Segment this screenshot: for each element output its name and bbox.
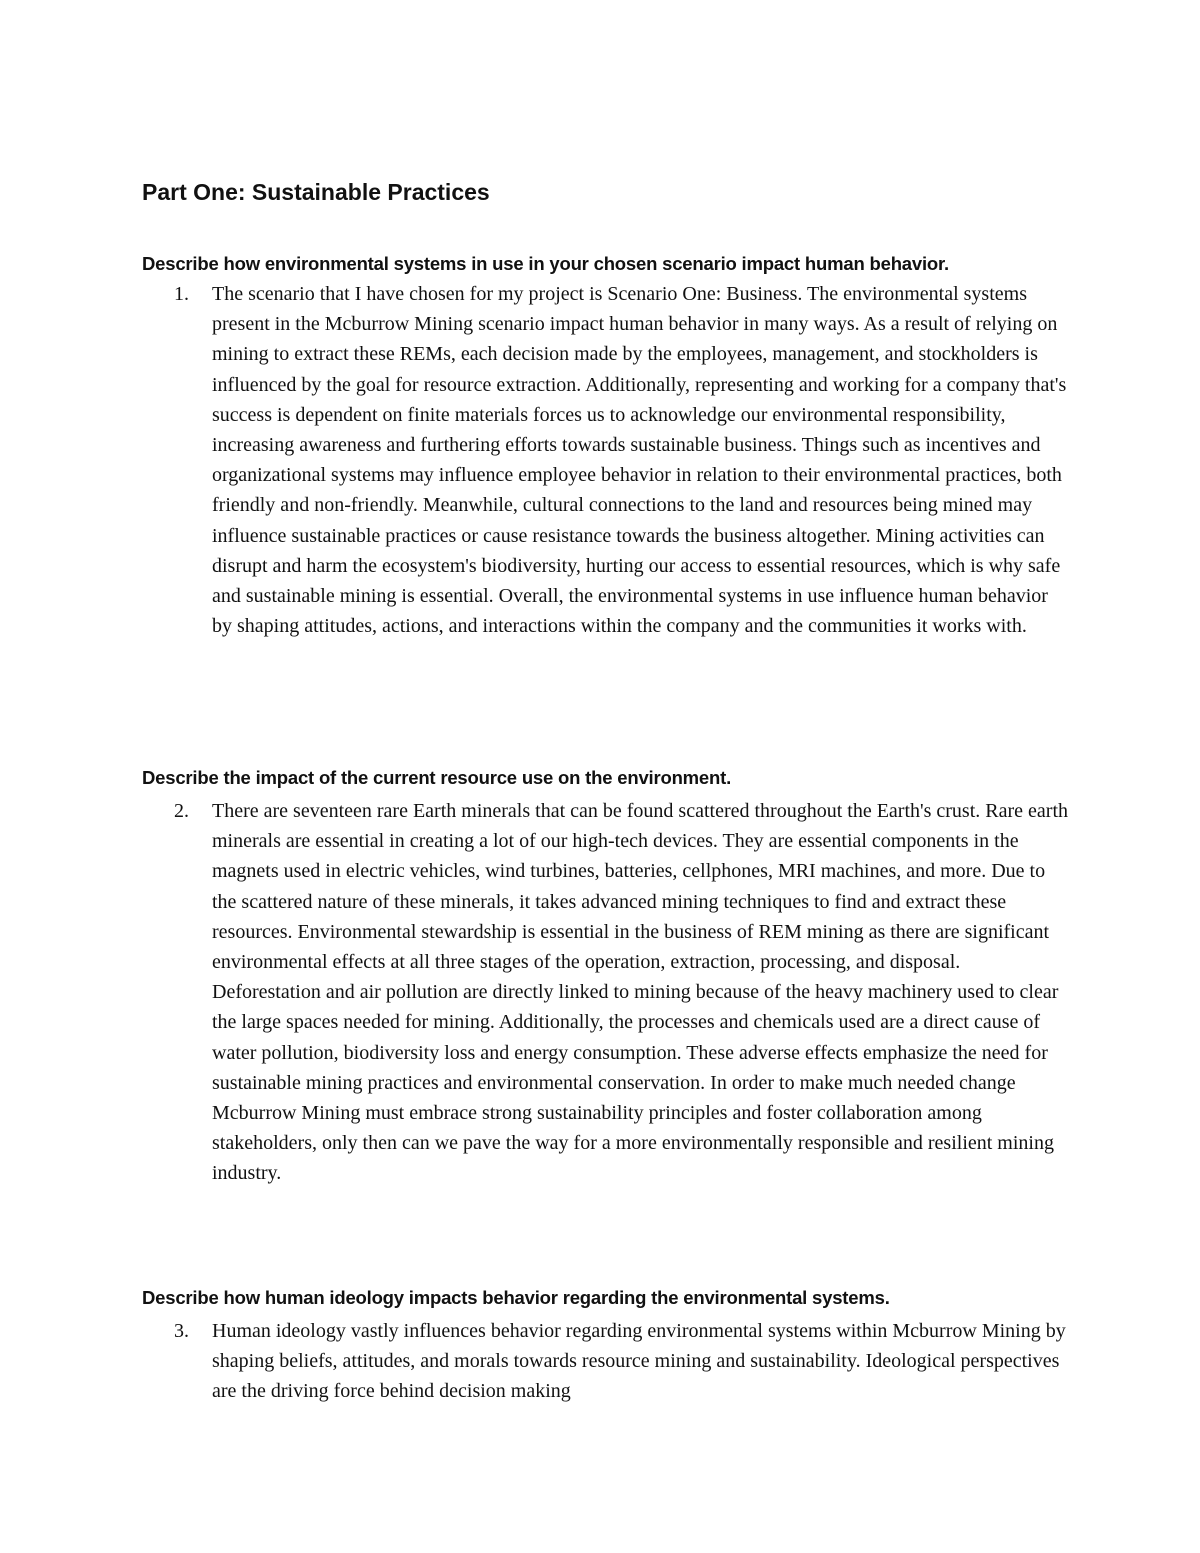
answer-item-3 <box>174 1316 1074 1407</box>
list-number-3: 3. <box>174 1320 189 1342</box>
answer-text-3: Human ideology vastly influences behavior regarding environmental systems within Mcburrow Mining by shaping beliefs, attitudes, and morals towards resource mining and sustainability. Ideological perspectives are the driving force behind decision making <box>212 1320 1066 1403</box>
question-heading-2: Describe the impact of the current resource use on the environment. <box>142 767 732 788</box>
answer-item-2 <box>174 796 1074 1189</box>
answer-text-2: There are seventeen rare Earth minerals that can be found scattered throughout the Earth's crust. Rare earth minerals are essential in creating a lot of our high-tech devices. They are essential components in the magnets used in electric vehicles, wind turbines, batteries, cellphones, MRI machines, and more. Due to the scattered nature of these minerals, it takes advanced mining techniques to find and extract these resources. Environmental stewardship is essential in the business of REM mining as there are significant environmental effects at all three stages of the operation, extraction, processing, and disposal. Deforestation and air pollution are directly linked to mining because of the heavy machinery used to clear the large spaces needed for mining. Additionally, the processes and chemicals used are a direct cause of water pollution, biodiversity loss and energy consumption. These adverse effects emphasize the need for sustainable mining practices and environmental conservation. In order to make much needed change Mcburrow Mining must embrace strong sustainability principles and foster collaboration among stakeholders, only then can we pave the way for a more environmentally responsible and resilient mining industry. <box>212 800 1068 1185</box>
answer-text-1: The scenario that I have chosen for my project is Scenario One: Business. The environmental systems present in the Mcburrow Mining scenario impact human behavior in many ways. As a result of relying on mining to extract these REMs, each decision made by the employees, management, and stockholders is influenced by the goal for resource extraction. Additionally, representing and working for a company that's success is dependent on finite materials forces us to acknowledge our environmental responsibility, increasing awareness and furthering efforts towards sustainable business. Things such as incentives and organizational systems may influence employee behavior in relation to their environmental practices, both friendly and non-friendly. Meanwhile, cultural connections to the land and resources being mined may influence sustainable practices or cause resistance towards the business altogether. Mining activities can disrupt and harm the ecosystem's biodiversity, hurting our access to essential resources, which is why safe and sustainable mining is essential. Overall, the environmental systems in use influence human behavior by shaping attitudes, actions, and interactions within the company and the communities it works with. <box>212 283 1067 638</box>
question-heading-3: Describe how human ideology impacts behavior regarding the environmental systems. <box>142 1287 890 1308</box>
answer-item-1 <box>174 279 1074 641</box>
list-number-1: 1. <box>174 283 189 305</box>
list-number-2: 2. <box>174 800 189 822</box>
question-heading-1: Describe how environmental systems in use in your chosen scenario impact human behavior. <box>142 253 949 274</box>
part-title: Part One: Sustainable Practices <box>142 179 490 205</box>
